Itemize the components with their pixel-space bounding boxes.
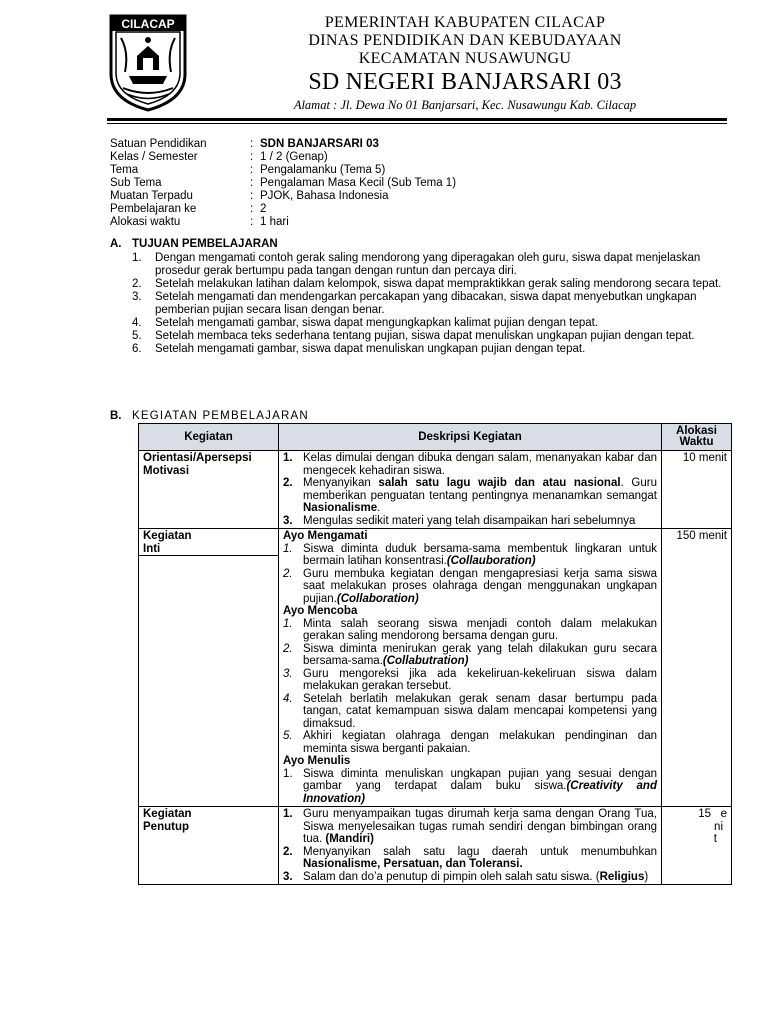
activity-name-line: Kegiatan	[143, 530, 192, 542]
activity-name-line: Kegiatan	[143, 808, 192, 820]
letterhead-divider-thick	[107, 118, 727, 121]
list-item	[283, 768, 657, 806]
list-number: 4.	[132, 317, 142, 329]
section-heading	[110, 238, 730, 252]
activities-table	[138, 423, 732, 885]
list-number: 2.	[132, 278, 142, 290]
activity-description	[279, 529, 662, 807]
section-letter: B.	[110, 410, 122, 422]
list-item	[283, 693, 657, 731]
list-item	[283, 846, 657, 871]
list-text: Dengan mengamati contoh gerak saling mendorong yang diperagakan oleh guru, siswa dapat menjelaskan prosedur gerak bertumpu pada tangan dengan runtun dan percaya diri.	[155, 252, 701, 277]
identity-value: 1 hari	[260, 216, 289, 228]
identity-value: 2	[260, 203, 267, 215]
identity-label: Sub Tema	[110, 177, 162, 189]
list-item	[283, 808, 657, 846]
table-row	[139, 529, 732, 807]
list-number: 1.	[283, 617, 293, 630]
text-tag: (Collaboration)	[336, 592, 419, 605]
text-fragment: Setelah berlatih melakukan gerak senam dasar bertumpu pada tangan, catat kemampuan siswa dalam mencapai kompetensi yang dimaksud.	[303, 692, 657, 730]
identity-value: Pengalamanku (Tema 5)	[260, 164, 386, 176]
list-text	[303, 871, 657, 884]
list-text	[303, 693, 657, 731]
section-tujuan	[110, 238, 730, 356]
list-item	[283, 543, 657, 568]
time-fragment: ni	[714, 820, 723, 833]
list-text	[303, 768, 657, 806]
identity-label: Kelas / Semester	[110, 151, 198, 163]
list-item	[283, 668, 657, 693]
activity-name	[139, 807, 279, 885]
letterhead-district: KECAMATAN NUSAWUNGU	[358, 50, 572, 67]
table-row	[139, 451, 732, 529]
identity-value: SDN BANJARSARI 03	[260, 138, 379, 150]
list-text: Mengulas sedikit materi yang telah disampaikan hari sebelumnya	[303, 514, 636, 527]
identity-row	[110, 138, 730, 151]
list-number: 1.	[283, 767, 293, 780]
identity-block	[110, 138, 730, 229]
list-item	[110, 317, 730, 330]
activity-name-line: Inti	[143, 542, 161, 555]
list-item	[283, 643, 657, 668]
letterhead-government: PEMERINTAH KABUPATEN CILACAP	[324, 14, 606, 31]
identity-value: PJOK, Bahasa Indonesia	[260, 190, 389, 202]
section-title: TUJUAN PEMBELAJARAN	[132, 238, 278, 250]
identity-colon: :	[250, 151, 254, 163]
identity-colon: :	[250, 203, 254, 215]
identity-label: Alokasi waktu	[110, 216, 181, 228]
activity-name: Orientasi/Apersepsi Motivasi	[139, 451, 279, 529]
text-tag: (Creativity and Innovation)	[303, 780, 657, 805]
list-item	[110, 252, 730, 278]
list-item	[283, 515, 657, 528]
identity-colon: :	[250, 177, 254, 189]
identity-row	[110, 151, 730, 164]
list-number: 2.	[283, 567, 293, 580]
list-item	[110, 330, 730, 343]
list-number: 2.	[283, 477, 293, 489]
identity-label: Pembelajaran ke	[110, 203, 197, 215]
text-fragment: Salam dan do’a penutup di pimpin oleh salah satu siswa. (	[303, 870, 600, 883]
identity-label: Tema	[110, 164, 139, 176]
subheading: Ayo Menulis	[283, 755, 351, 767]
text-fragment-bold: Nasionalisme, Persatuan, dan Toleransi.	[303, 858, 523, 870]
section-title: KEGIATAN PEMBELAJARAN	[132, 410, 309, 422]
list-text	[303, 668, 657, 693]
list-number: 3.	[283, 870, 293, 883]
list-text: Setelah mengamati gambar, siswa dapat menuliskan ungkapan pujian dengan tepat.	[155, 343, 586, 355]
cilacap-crest-logo	[107, 12, 189, 112]
text-tag: (Collabutration)	[382, 655, 469, 667]
identity-colon: :	[250, 190, 254, 202]
logo-text: CILACAP	[121, 17, 175, 31]
list-number: 2.	[283, 845, 293, 858]
list-item	[283, 568, 657, 606]
text-fragment-bold: Religius	[599, 870, 645, 883]
list-number: 1.	[283, 542, 293, 555]
section-kegiatan	[110, 410, 730, 424]
school-name: SD NEGERI BANJARSARI 03	[308, 69, 622, 95]
activity-time: 150 menit	[662, 529, 732, 807]
list-item	[283, 618, 657, 643]
header-kegiatan: Kegiatan	[139, 424, 279, 451]
list-item	[283, 452, 657, 477]
text-fragment: )	[644, 870, 649, 883]
text-fragment: Menyanyikan salah satu lagu daerah untuk menumbuhkan	[303, 845, 657, 858]
list-text: Setelah membaca teks sederhana tentang pujian, siswa dapat menuliskan ungkapan pujian dengan tepat.	[155, 330, 695, 342]
list-text	[303, 568, 657, 606]
school-address: Alamat : Jl. Dewa No 01 Banjarsari, Kec. Nusawungu Kab. Cilacap	[293, 98, 637, 112]
text-fragment: Siswa diminta menirukan gerak yang telah dilakukan guru secara bersama-sama.	[303, 642, 657, 667]
activity-name-line: Penutup	[143, 820, 189, 833]
identity-row	[110, 177, 730, 190]
subheading: Ayo Mencoba	[283, 605, 358, 617]
letterhead-department: DINAS PENDIDIKAN DAN KEBUDAYAAN	[308, 32, 622, 49]
list-item	[283, 871, 657, 884]
activity-name	[139, 529, 279, 807]
identity-colon: :	[250, 164, 254, 176]
identity-row	[110, 216, 730, 229]
section-heading	[110, 410, 730, 424]
list-text: Setelah mengamati gambar, siswa dapat mengungkapkan kalimat pujian dengan tepat.	[155, 317, 599, 329]
text-fragment-bold: Nasionalisme	[303, 502, 378, 514]
list-text	[303, 643, 657, 668]
list-item	[283, 730, 657, 755]
list-number: 1.	[283, 452, 293, 464]
list-number: 3.	[283, 514, 293, 527]
activity-time	[662, 807, 732, 885]
list-text	[303, 846, 657, 871]
list-item	[110, 278, 730, 291]
list-number: 1.	[283, 808, 293, 820]
letterhead	[200, 14, 730, 113]
identity-row	[110, 190, 730, 203]
list-text	[303, 543, 657, 568]
table-row	[139, 807, 732, 885]
objectives-list	[110, 252, 730, 356]
activity-description	[279, 451, 662, 529]
text-fragment: Minta salah seorang siswa menjadi contoh dalam melakukan gerakan saling mendorong bersama dengan guru.	[303, 617, 657, 642]
list-text	[303, 618, 657, 643]
text-fragment: Guru mengoreksi jika ada kekeliruan-kekeliruan siswa dalam melakukan gerakan tersebut.	[303, 667, 657, 692]
subheading: Ayo Mengamati	[283, 530, 368, 542]
header-alokasi: Alokasi Waktu	[662, 424, 732, 451]
identity-colon: :	[250, 216, 254, 228]
text-fragment-bold: salah satu lagu wajib dan atau nasional	[378, 477, 621, 489]
text-fragment-bold: (Mandiri)	[325, 833, 374, 845]
identity-row	[110, 203, 730, 216]
list-item	[283, 477, 657, 515]
list-text: Kelas dimulai dengan dibuka dengan salam, menanyakan kabar dan mengecek kehadiran siswa.	[303, 452, 657, 477]
cell-divider	[139, 555, 278, 556]
list-number: 3.	[132, 291, 142, 303]
text-fragment: .	[377, 502, 381, 514]
list-text	[303, 477, 657, 515]
text-fragment: Guru membuka kegiatan dengan mengapresiasi kerja sama siswa saat melakukan proses olahraga dengan menggunakan ungkapan pujian.	[303, 567, 657, 605]
header-deskripsi: Deskripsi Kegiatan	[279, 424, 662, 451]
letterhead-divider-thin	[107, 123, 727, 124]
list-number: 5.	[283, 730, 293, 742]
identity-value: Pengalaman Masa Kecil (Sub Tema 1)	[260, 177, 457, 189]
list-text	[303, 808, 657, 846]
list-number: 4.	[283, 692, 293, 705]
identity-label: Muatan Terpadu	[110, 190, 193, 202]
text-fragment: Akhiri kegiatan olahraga dengan melakukan pendinginan dan meminta siswa berganti pakaian.	[303, 730, 657, 755]
list-number: 3.	[283, 667, 293, 680]
list-number: 1.	[132, 252, 142, 264]
list-number: 2.	[283, 642, 293, 655]
list-number: 5.	[132, 330, 142, 342]
activity-description	[279, 807, 662, 885]
text-fragment: Siswa diminta duduk bersama-sama membentuk lingkaran untuk bermain latihan konsentrasi.	[303, 542, 657, 567]
list-number: 6.	[132, 343, 142, 355]
time-fragment: t	[713, 833, 717, 845]
text-fragment: Siswa diminta menuliskan ungkapan pujian yang sesuai dengan gambar yang terdapat dalam buku siswa.	[303, 767, 657, 792]
identity-label: Satuan Pendidikan	[110, 138, 207, 150]
table-header-row	[139, 424, 732, 451]
list-text	[303, 730, 657, 755]
text-tag: (Collauboration)	[446, 555, 536, 567]
identity-value: 1 / 2 (Genap)	[260, 151, 328, 163]
section-letter: A.	[110, 238, 122, 250]
list-item	[110, 291, 730, 317]
list-text: Setelah melakukan latihan dalam kelompok, siswa dapat mempraktikkan gerak saling mendorong secara tepat.	[155, 278, 722, 290]
text-fragment: Guru menyampaikan tugas dirumah kerja sama dengan Orang Tua, Siswa menyelesaikan tugas rumah sendiri dengan bimbingan orang tua.	[303, 808, 657, 845]
identity-colon: :	[250, 138, 254, 150]
text-fragment: Menyanyikan	[303, 477, 379, 489]
list-item	[110, 343, 730, 356]
text-fragment: . Guru memberikan penguatan tentang pentingnya menanamkan semangat	[303, 477, 657, 502]
list-text: Setelah mengamati dan mendengarkan percakapan yang dibacakan, siswa dapat menyebutkan ungkapan pemberian pujian secara lisan dengan benar.	[155, 291, 697, 316]
activity-time: 10 menit	[662, 451, 732, 529]
identity-row	[110, 164, 730, 177]
time-fragment: 15 e	[698, 808, 727, 820]
